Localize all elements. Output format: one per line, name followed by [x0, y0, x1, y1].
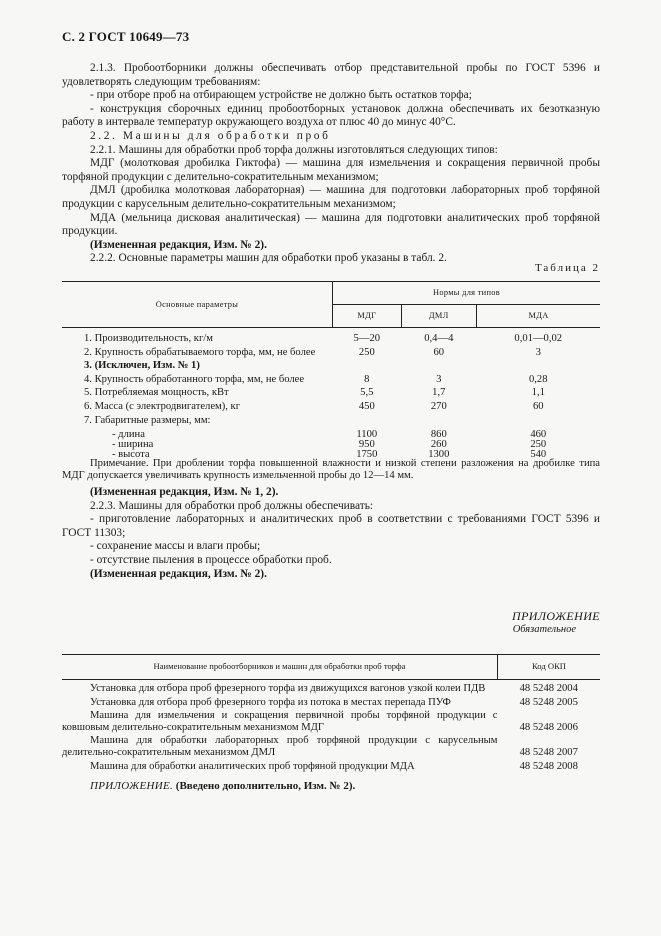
table-2-header-norms: Нормы для типов	[333, 282, 601, 305]
table-2-type-mda: МДА	[477, 305, 600, 328]
table-2-type-dml: ДМЛ	[401, 305, 476, 328]
table-row	[62, 759, 600, 773]
section-text-top	[62, 62, 600, 266]
table-row	[62, 413, 600, 427]
paragraph-dml: ДМЛ (дробилка молотковая лабораторная) — машина для подготовки лабораторных проб торфяной продукции с карусельным делительно-сократительным механизмом;	[62, 184, 600, 210]
value-cell: 450	[358, 400, 375, 412]
appendix-subtitle: Обязательное	[512, 624, 576, 635]
table-row	[62, 358, 600, 372]
table-row	[62, 345, 600, 359]
value-cell: 260	[430, 439, 447, 451]
param-label: 5. Потребляемая мощность, кВт	[84, 387, 229, 399]
value-cell: 0,4—4	[424, 333, 454, 344]
param-label: 6. Масса (с электродвигателем), кг	[84, 400, 241, 412]
appendix-row-name: Установка для отбора проб фрезерного торфа из движущихся вагонов узкой колеи ПДВ	[90, 683, 486, 694]
appendix-header-code: Код ОКП	[498, 655, 601, 680]
value-cell: 270	[430, 400, 447, 412]
paragraph-mda: МДА (мельница дисковая аналитическая) — машина для подготовки аналитических проб торфяной продукции.	[62, 211, 600, 238]
amendment-note-2: (Измененная редакция, Изм. № 1, 2).	[90, 486, 279, 498]
table-row	[62, 333, 600, 345]
value-cell: 460	[530, 429, 547, 441]
section-text-mid	[62, 458, 600, 581]
appendix-row-code: 48 5248 2006	[519, 721, 578, 733]
table-row	[62, 372, 600, 386]
value-cell: 540	[530, 449, 547, 461]
value-cell: 5—20	[353, 333, 381, 344]
value-cell: 0,01—0,02	[514, 333, 563, 344]
param-label: 2. Крупность обрабатываемого торфа, мм, не более	[84, 346, 316, 358]
value-cell: 5,5	[360, 387, 374, 399]
value-cell: 60	[433, 346, 445, 358]
value-cell: 8	[364, 373, 370, 385]
appendix-row-code: 48 5248 2008	[519, 760, 578, 772]
appendix-title: ПРИЛОЖЕНИЕ	[512, 609, 600, 623]
appendix-row-code: 48 5248 2005	[519, 696, 578, 708]
paragraph-2-1-3: 2.1.3. Пробоотборники должны обеспечивать отбор представительной пробы по ГОСТ 5396 и удовлетворять следующим требованиям:	[62, 62, 600, 88]
value-cell: 950	[358, 439, 375, 451]
paragraph-mdg: МДГ (молотковая дробилка Гиктофа) — машина для измельчения и сокращения первичной пробы торфяной продукции с делительно-сократительным механизмом;	[62, 157, 600, 183]
paragraph-provision-2: - сохранение массы и влаги пробы;	[90, 540, 261, 553]
table-row	[62, 695, 600, 709]
value-cell: 0,28	[528, 373, 548, 385]
amendment-note-1: (Измененная редакция, Изм. № 2).	[90, 238, 267, 251]
value-cell: 60	[532, 400, 544, 412]
table-2-caption: Таблица 2	[534, 262, 600, 274]
appendix-row-code: 48 5248 2004	[519, 683, 578, 694]
table-row	[62, 683, 600, 695]
appendix-row-code: 48 5248 2007	[519, 746, 578, 758]
appendix-row-name: Машина для обработки лабораторных проб торфяной продукции с карусельным делительно-сократительным механизмом ДМЛ	[62, 735, 498, 758]
page-header: С. 2 ГОСТ 10649—73	[62, 29, 190, 44]
param-label: 3. (Исключен, Изм. № 1)	[84, 360, 200, 372]
value-cell: 1100	[356, 429, 378, 441]
value-cell: 250	[358, 346, 375, 358]
appendix-header-name: Наименование пробоотборников и машин для обработки проб торфа	[62, 655, 498, 680]
table-row	[62, 426, 600, 440]
table-note: Примечание. При дроблении торфа повышенной влажности и низкой степени разложения на дробилке типа МДГ допускается увеличивать крупность измельченной пробы до 12—14 мм.	[62, 458, 600, 481]
param-label: 1. Производительность, кг/м	[84, 333, 213, 344]
appendix-row-name: Машина для обработки аналитических проб торфяной продукции МДА	[90, 760, 415, 772]
paragraph-2-2-3: 2.2.3. Машины для обработки проб должны обеспечивать:	[90, 499, 374, 512]
table-row	[62, 733, 600, 758]
value-cell: 860	[430, 429, 447, 441]
table-2-type-mdg: МДГ	[333, 305, 402, 328]
param-label: - высота	[112, 449, 150, 461]
appendix-footer-amendment: (Введено дополнительно, Изм. № 2).	[175, 780, 356, 792]
param-label: - ширина	[112, 439, 154, 451]
table-2	[62, 281, 600, 460]
value-cell: 3	[535, 346, 541, 358]
value-cell: 250	[530, 439, 547, 451]
value-cell: 1,1	[531, 387, 545, 399]
paragraph-requirement-1: - при отборе проб на отбирающем устройстве не должно быть остатков торфа;	[90, 89, 472, 102]
table-2-header-param: Основные параметры	[62, 282, 333, 328]
param-label: - длина	[112, 429, 145, 441]
appendix-row-name: Машина для измельчения и сокращения первичной пробы торфяной продукции с ковшовым делительно-сократительным механизмом МДГ	[62, 710, 498, 733]
paragraph-2-2-1: 2.2.1. Машины для обработки проб торфа должны изготовляться следующих типов:	[90, 143, 498, 156]
param-label: 7. Габаритные размеры, мм:	[84, 414, 211, 426]
value-cell: 1,7	[432, 387, 446, 399]
appendix-table	[62, 654, 600, 772]
appendix-footer-note	[90, 780, 355, 794]
table-row	[62, 385, 600, 399]
amendment-note-3: (Измененная редакция, Изм. № 2).	[90, 567, 267, 580]
paragraph-requirement-2: - конструкция сборочных единиц пробоотборных установок должна обеспечивать их безотказную работу в интервале температур окружающего воздуха от плюс 40 до минус 40°С.	[62, 102, 600, 129]
appendix-row-name: Установка для отбора проб фрезерного торфа из потока в местах перепада ПУФ	[90, 696, 451, 708]
value-cell: 1750	[356, 449, 378, 461]
paragraph-provision-3: - отсутствие пыления в процессе обработки проб.	[90, 553, 332, 566]
table-row	[62, 708, 600, 733]
paragraph-2-2-2: 2.2.2. Основные параметры машин для обработки проб указаны в табл. 2.	[90, 252, 447, 265]
value-cell: 3	[436, 373, 442, 385]
param-label: 4. Крупность обработанного торфа, мм, не более	[84, 373, 305, 385]
paragraph-provision-1: - приготовление лабораторных и аналитических проб в соответствии с требованиями ГОСТ 5396 и ГОСТ 11303;	[62, 513, 600, 539]
value-cell: 1300	[428, 449, 450, 461]
table-row	[62, 399, 600, 413]
appendix-footer-label: ПРИЛОЖЕНИЕ.	[90, 780, 174, 792]
section-heading-2-2: 2.2. Машины для обработки проб	[90, 129, 331, 142]
